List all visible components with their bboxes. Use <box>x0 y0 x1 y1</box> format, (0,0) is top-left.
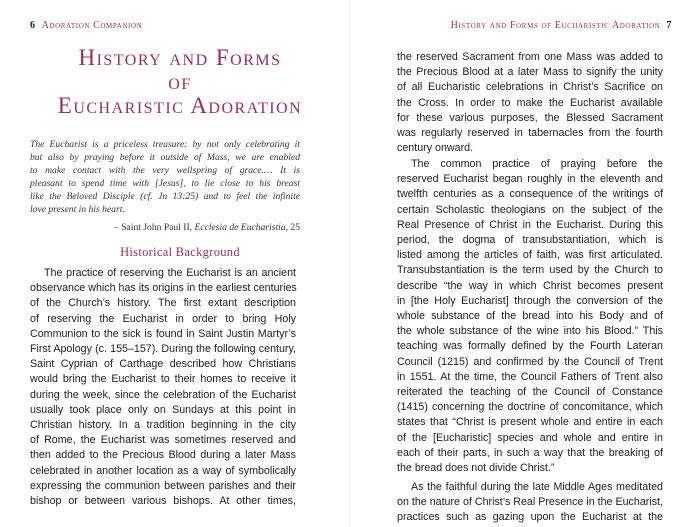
body-line: bishop or between various bishops. At other times, <box>30 495 296 508</box>
epigraph-line: The Eucharist is a priceless treasure: by not only celebrating it <box>30 139 300 150</box>
body-line: practices such as gazing upon the Eucharist at the <box>397 511 663 524</box>
body-line: As the faithful during the late Middle Ages meditated <box>411 481 663 493</box>
body-line: the Precious Blood at a later Mass to signify the unity <box>397 66 663 79</box>
left-running-title: Adoration Companion <box>41 20 143 31</box>
right-paragraph-3 <box>397 480 663 526</box>
body-line: celebrated in another location as a way of symbolically <box>30 464 296 477</box>
right-paragraph-2 <box>397 157 663 476</box>
body-line: in 1551. At the time, the Council Fathers of Trent also <box>397 370 663 383</box>
body-line: whole substance of the bread into his Body and of <box>397 310 663 323</box>
left-page-number: 6 <box>30 20 36 31</box>
body-line: usually took place only on Sundays at this point in <box>30 403 296 416</box>
body-line: reserved Eucharist began roughly in the eleventh and <box>397 173 663 186</box>
right-page-number: 7 <box>666 20 672 31</box>
left-running-head <box>30 20 142 34</box>
attribution-author: – Saint John Paul II, <box>114 222 195 233</box>
body-line: in [the Holy Eucharist] through the conversion of the <box>397 294 663 307</box>
body-line: of the Church’s history. The first extant description <box>30 297 296 310</box>
body-line: for these various purposes, the Blessed Sacrament <box>397 111 663 124</box>
body-line: expressing the communion between parishes and their <box>30 479 296 492</box>
body-line: during the week, since the celebration of the Eucharist <box>30 388 296 401</box>
epigraph-line: love present in his heart. <box>30 204 125 216</box>
body-line: states that “Christ is present whole and entire in each <box>397 416 663 429</box>
body-line: Council (1215) and confirmed by the Council of Trent <box>397 355 663 368</box>
body-line: (1415) concerning the doctrine of concomitance, which <box>397 401 663 414</box>
body-line: the whole substance of the wine into his Blood.” This <box>397 325 663 338</box>
title-line: History and Forms <box>78 45 282 70</box>
body-line: Saint Cyprian of Carthage described how Christians <box>30 358 296 371</box>
body-line: was regularly reserved in tabernacles from the fourth <box>397 127 663 140</box>
right-running-title: History and Forms of Eucharistic Adoration <box>450 20 661 31</box>
body-line: Christian history. In a tradition beginning in the city <box>30 419 296 432</box>
body-line: The practice of reserving the Eucharist is an ancient <box>44 267 296 279</box>
body-line: the reserved Sacrament from one Mass was added to <box>397 51 663 63</box>
body-line: then added to the Precious Blood during a later Mass <box>30 449 296 462</box>
body-line: describe “the way in which Christ becomes present <box>397 279 663 292</box>
body-line: each of their parts, in such a way that the breaking of <box>397 446 663 459</box>
body-line: the Cross. In order to make the Eucharist available <box>397 96 663 109</box>
left-body-paragraph <box>30 266 296 509</box>
body-line: period, the dogma of transubstantiation, which is <box>397 234 663 247</box>
right-running-head <box>451 20 672 34</box>
body-line: century onward. <box>397 142 474 155</box>
body-line: The common practice of praying before the <box>411 158 663 170</box>
epigraph-line: to make contact with the very wellspring of grace.… It is <box>30 165 300 177</box>
body-line: of reserving the Eucharist in order to bring Holy <box>30 312 296 325</box>
attribution-section: , 25 <box>285 222 300 233</box>
body-line: twelfth centuries as a consequence of the writings of <box>397 188 663 201</box>
title-line: of <box>168 69 192 94</box>
body-line: reiterated the teaching of the Council of Constance <box>397 386 663 399</box>
chapter-title <box>30 46 330 118</box>
right-paragraph-1 <box>397 50 663 156</box>
body-line: Real Presence of Christ in the Eucharist. During this <box>397 218 663 231</box>
attribution-work: Ecclesia de Eucharistia <box>194 222 286 233</box>
body-line: of Rome, the Eucharist was sometimes reserved and <box>30 434 296 447</box>
body-line: of the [Eucharistic] species and whole and entire in <box>397 431 663 444</box>
epigraph-attribution <box>114 222 300 233</box>
body-line: First Apology (c. 155–157). During the following century, <box>30 343 296 356</box>
body-line: listed among the articles of faith, was first articulated. <box>397 249 663 262</box>
epigraph <box>30 138 300 217</box>
body-line: the bread does not divide Christ.” <box>397 462 555 475</box>
epigraph-line: but also by praying before it outside of Mass, we are enabled <box>30 152 300 164</box>
body-line: of all Eucharistic celebrations in Christ’s Sacrifice on <box>397 81 663 94</box>
epigraph-line: pleasant to spend time with [Jesus], to lie close to his breast <box>30 178 300 190</box>
body-line: certain Scholastic theologians on the subject of the <box>397 203 663 216</box>
body-line: teaching was formally defined by the Fourth Lateran <box>397 340 663 353</box>
epigraph-line: like the Beloved Disciple (cf. Jn 13:25) and to feel the infinite <box>30 191 300 203</box>
body-line: would bring the Eucharist to their homes to receive it <box>30 373 296 386</box>
body-line: observance which has its origins in the earliest centuries <box>30 282 297 295</box>
body-line: on the nature of Christ’s Real Presence in the Eucharist, <box>397 496 663 509</box>
section-heading: Historical Background <box>120 245 240 259</box>
body-line: Transubstantiation is the term used by the Church to <box>397 264 663 277</box>
right-page <box>350 0 700 527</box>
body-line: Communion to the sick is found in Saint Justin Martyr’s <box>30 327 296 340</box>
title-line: Eucharistic Adoration <box>57 93 303 118</box>
